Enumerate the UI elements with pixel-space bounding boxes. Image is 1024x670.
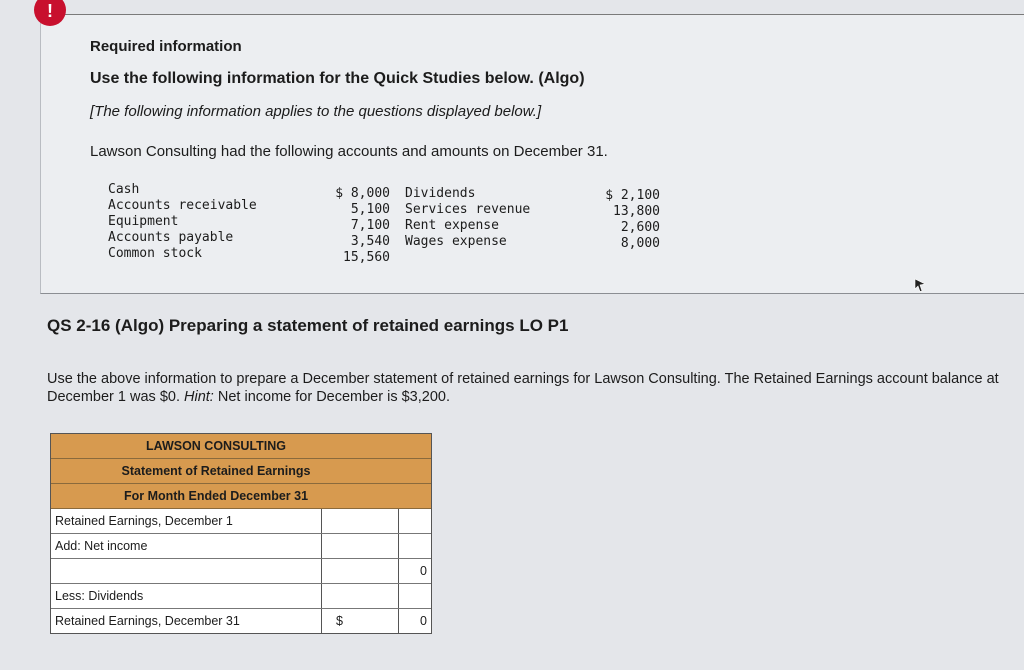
top-divider [60,14,1024,15]
statement-row-dividends [51,584,431,609]
row-amount[interactable] [399,534,431,558]
row-input[interactable] [322,534,399,558]
statement-row-beginning-re [51,509,431,534]
statement-period: For Month Ended December 31 [51,484,431,509]
use-info-heading: Use the following information for the Quick Studies below. (Algo) [90,70,585,87]
statement-row-net-income [51,534,431,559]
row-label[interactable]: Less: Dividends [51,584,322,608]
account-amounts-right: $ 2,100 13,800 2,600 8,000 [605,188,660,251]
row-input[interactable] [322,559,399,583]
question-title: QS 2-16 (Algo) Preparing a statement of retained earnings LO P1 [47,316,569,335]
question-instructions [47,370,1007,406]
applies-note: [The following information applies to the questions displayed below.] [90,103,542,120]
account-amounts-left: $ 8,000 5,100 7,100 3,540 15,560 [335,186,390,265]
statement-title: Statement of Retained Earnings [51,459,431,484]
row-amount: 0 [420,564,427,578]
row-label[interactable]: Add: Net income [51,534,322,558]
alert-icon: ! [34,0,66,26]
row-amount[interactable] [399,584,431,608]
row-label[interactable]: Retained Earnings, December 1 [51,509,322,533]
statement-row-ending-re [51,609,431,633]
account-names-left: Cash Accounts receivable Equipment Accounts payable Common stock [108,182,257,261]
row-input: $ [322,609,399,633]
accounts-intro: Lawson Consulting had the following accounts and amounts on December 31. [90,143,608,160]
account-names-right: Dividends Services revenue Rent expense Wages expense [405,186,531,249]
hint-text: Net income for December is $3,200. [217,389,450,405]
row-input[interactable] [322,509,399,533]
row-input[interactable] [322,584,399,608]
row-amount: 0 [420,614,427,628]
row-label: Retained Earnings, December 31 [51,609,322,633]
row-amount[interactable] [399,509,431,533]
row-label[interactable] [51,559,322,583]
statement-company: LAWSON CONSULTING [51,434,431,459]
hint-label: Hint: [184,389,214,405]
required-info-title: Required information [90,38,242,55]
mouse-cursor-icon [914,278,926,292]
statement-row-subtotal [51,559,431,584]
instructions-text: Use the above information to prepare a December statement of retained earnings for Lawson Consulting. The Retained Earnings account balance at December 1 was $0. [47,371,999,405]
retained-earnings-statement [50,433,432,634]
